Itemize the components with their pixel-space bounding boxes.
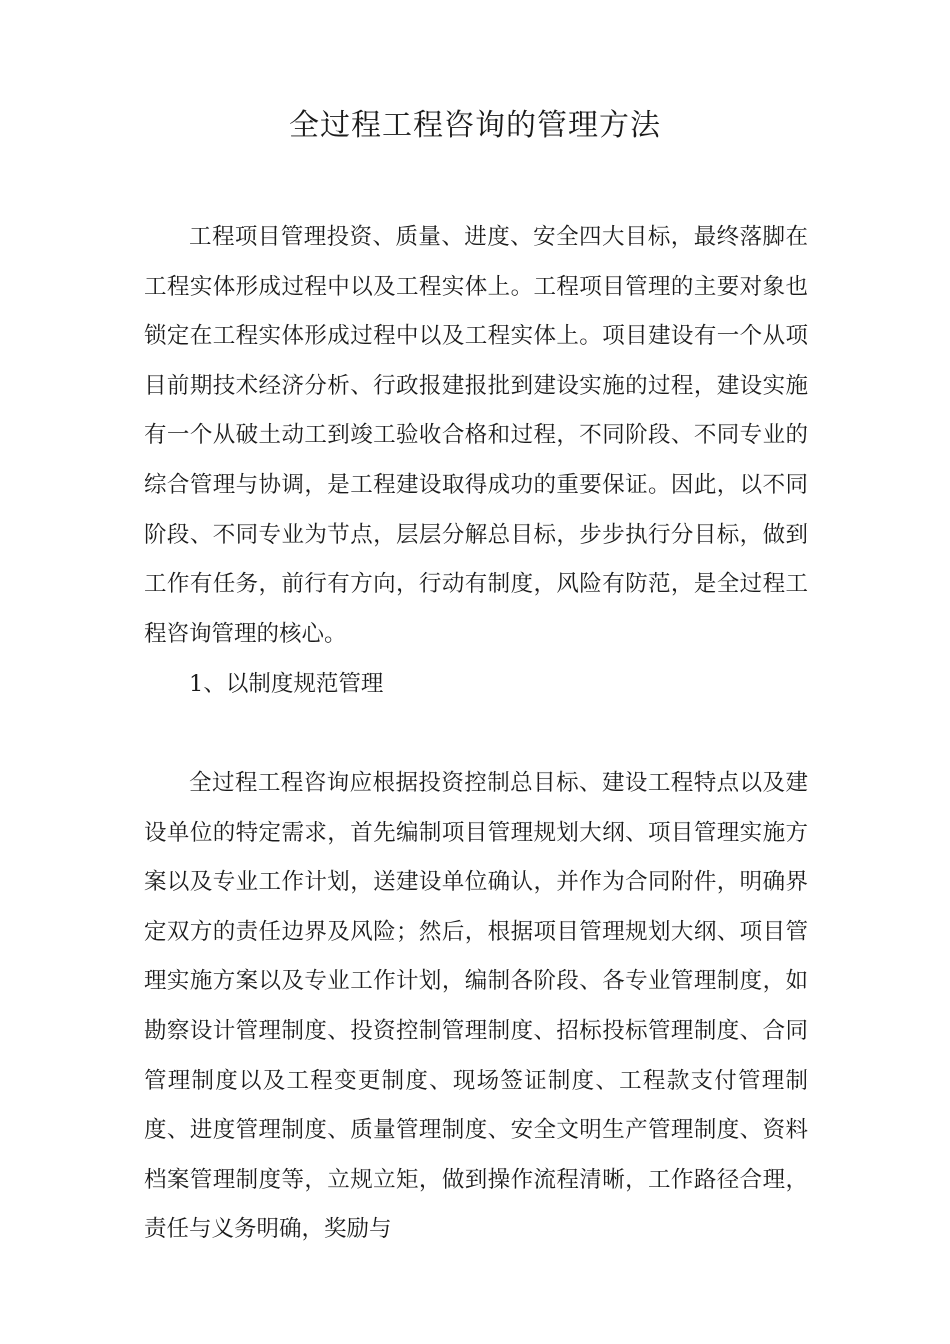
body-paragraph-2: 全过程工程咨询应根据投资控制总目标、建设工程特点以及建设单位的特定需求，首先编制项目管理规划大纲、项目管理实施方案以及专业工作计划，送建设单位确认，并作为合同附件，明确界定双方的责任边界及风险；然后，根据项目管理规划大纲、项目管理实施方案以及专业工作计划，编制各阶段、各专业管理制度，如勘察设计管理制度、投资控制管理制度、招标投标管理制度、合同管理制度以及工程变更制度、现场签证制度、工程款支付管理制度、进度管理制度、质量管理制度、安全文明生产管理制度、资料档案管理制度等，立规立矩，做到操作流程清晰，工作路径合理，责任与义务明确，奖励与: [144, 770, 808, 1243]
section-heading-1: 1、以制度规范管理: [189, 671, 384, 697]
body-paragraph-1: 工程项目管理投资、质量、进度、安全四大目标，最终落脚在工程实体形成过程中以及工程实体上。工程项目管理的主要对象也锁定在工程实体形成过程中以及工程实体上。项目建设有一个从项目前期技术经济分析、行政报建报批到建设实施的过程，建设实施有一个从破土动工到竣工验收合格和过程，不同阶段、不同专业的综合管理与协调，是工程建设取得成功的重要保证。因此，以不同阶段、不同专业为节点，层层分解总目标，步步执行分目标，做到工作有任务，前行有方向，行动有制度，风险有防范，是全过程工程咨询管理的核心。: [144, 224, 808, 647]
page-title: 全过程工程咨询的管理方法: [289, 108, 661, 143]
